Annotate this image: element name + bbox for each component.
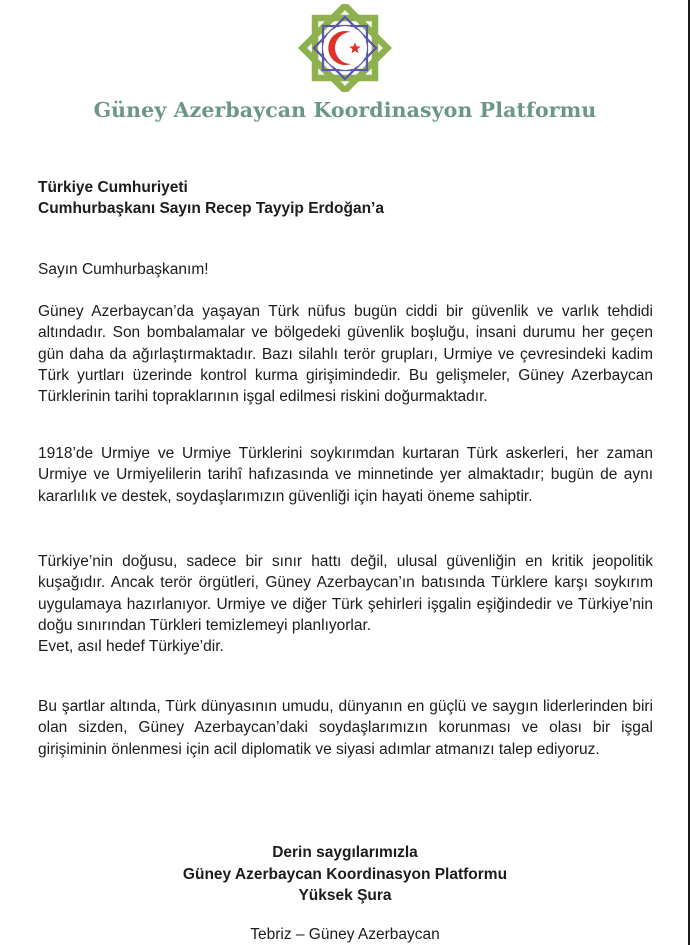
paragraph-1 — [38, 301, 653, 407]
location-line: Tebriz – Güney Azerbaycan — [250, 926, 440, 943]
closing-signature — [0, 842, 690, 907]
paragraph-3 — [38, 551, 653, 657]
closing-line-2: Güney Azerbaycan Koordinasyon Platformu — [182, 865, 508, 883]
paragraph-1-text: Güney Azerbaycan’da yaşayan Türk nüfus bugün ciddi bir güvenlik ve varlık tehdidi altındadır. Son bombalamalar ve bölgedeki güvenlik boşluğu, insani durumu her geçen gün daha da ağırlaştırmaktadır. Bazı silahlı terör grupları, Urmiye ve çevresindeki kadim Türk yurtları üzerinde kontrol kurma girişimindedir. Bu gelişmeler, Güney Azerbaycan Türklerinin tarihi topraklarının işgal edilmesi riskini doğurmaktadır. — [38, 303, 653, 406]
salutation: Sayın Cumhurbaşkanım! — [38, 261, 209, 278]
addressee-line-2: Cumhurbaşkanı Sayın Recep Tayyip Erdoğan’a — [38, 200, 384, 217]
paragraph-2 — [38, 443, 653, 507]
crescent-star-emblem-icon — [293, 4, 397, 92]
closing-line-3: Yüksek Şura — [298, 887, 392, 904]
paragraph-4-text: Bu şartlar altında, Türk dünyasının umudu, dünyanın en güçlü ve saygın liderlerinden biri olan sizden, Güney Azerbaycan’daki soydaşlarımızın korunması ve olası bir işgal girişiminin önlenmesi için acil diplomatik ve siyasi adımlar atmanızı talep ediyoruz. — [38, 698, 653, 758]
closing-line-1: Derin saygılarımızla — [272, 844, 418, 861]
paragraph-3-text: Türkiye’nin doğusu, sadece bir sınır hattı değil, ulusal güvenliğin en kritik jeopolitik kuşağıdır. Ancak terör örgütleri, Güney Azerbaycan’ın batısında Türklere karşı soykırım uygulamaya hazırlanıyor. Urmiye ve diğer Türk şehirleri işgalin eşiğindedir ve Türkiye’nin doğu sınırından Türkleri temizlemeyi planlıyorlar. — [38, 553, 653, 634]
paragraph-4 — [38, 696, 653, 760]
paragraph-2-text: 1918’de Urmiye ve Urmiye Türklerini soykırımdan kurtaran Türk askerleri, her zaman Urmiye ve Urmiyelilerin tarihî hafızasında ve minnetinde yer almaktadır; bugün de aynı kararlılık ve destek, soydaşlarımızın güvenliği için hayati öneme sahiptir. — [38, 445, 653, 505]
organization-header: Güney Azerbaycan Koordinasyon Platformu — [93, 98, 597, 122]
addressee-block — [38, 177, 384, 219]
addressee-line-1: Türkiye Cumhuriyeti — [38, 179, 188, 196]
paragraph-3-conclusion: Evet, asıl hedef Türkiye’dir. — [38, 638, 224, 656]
